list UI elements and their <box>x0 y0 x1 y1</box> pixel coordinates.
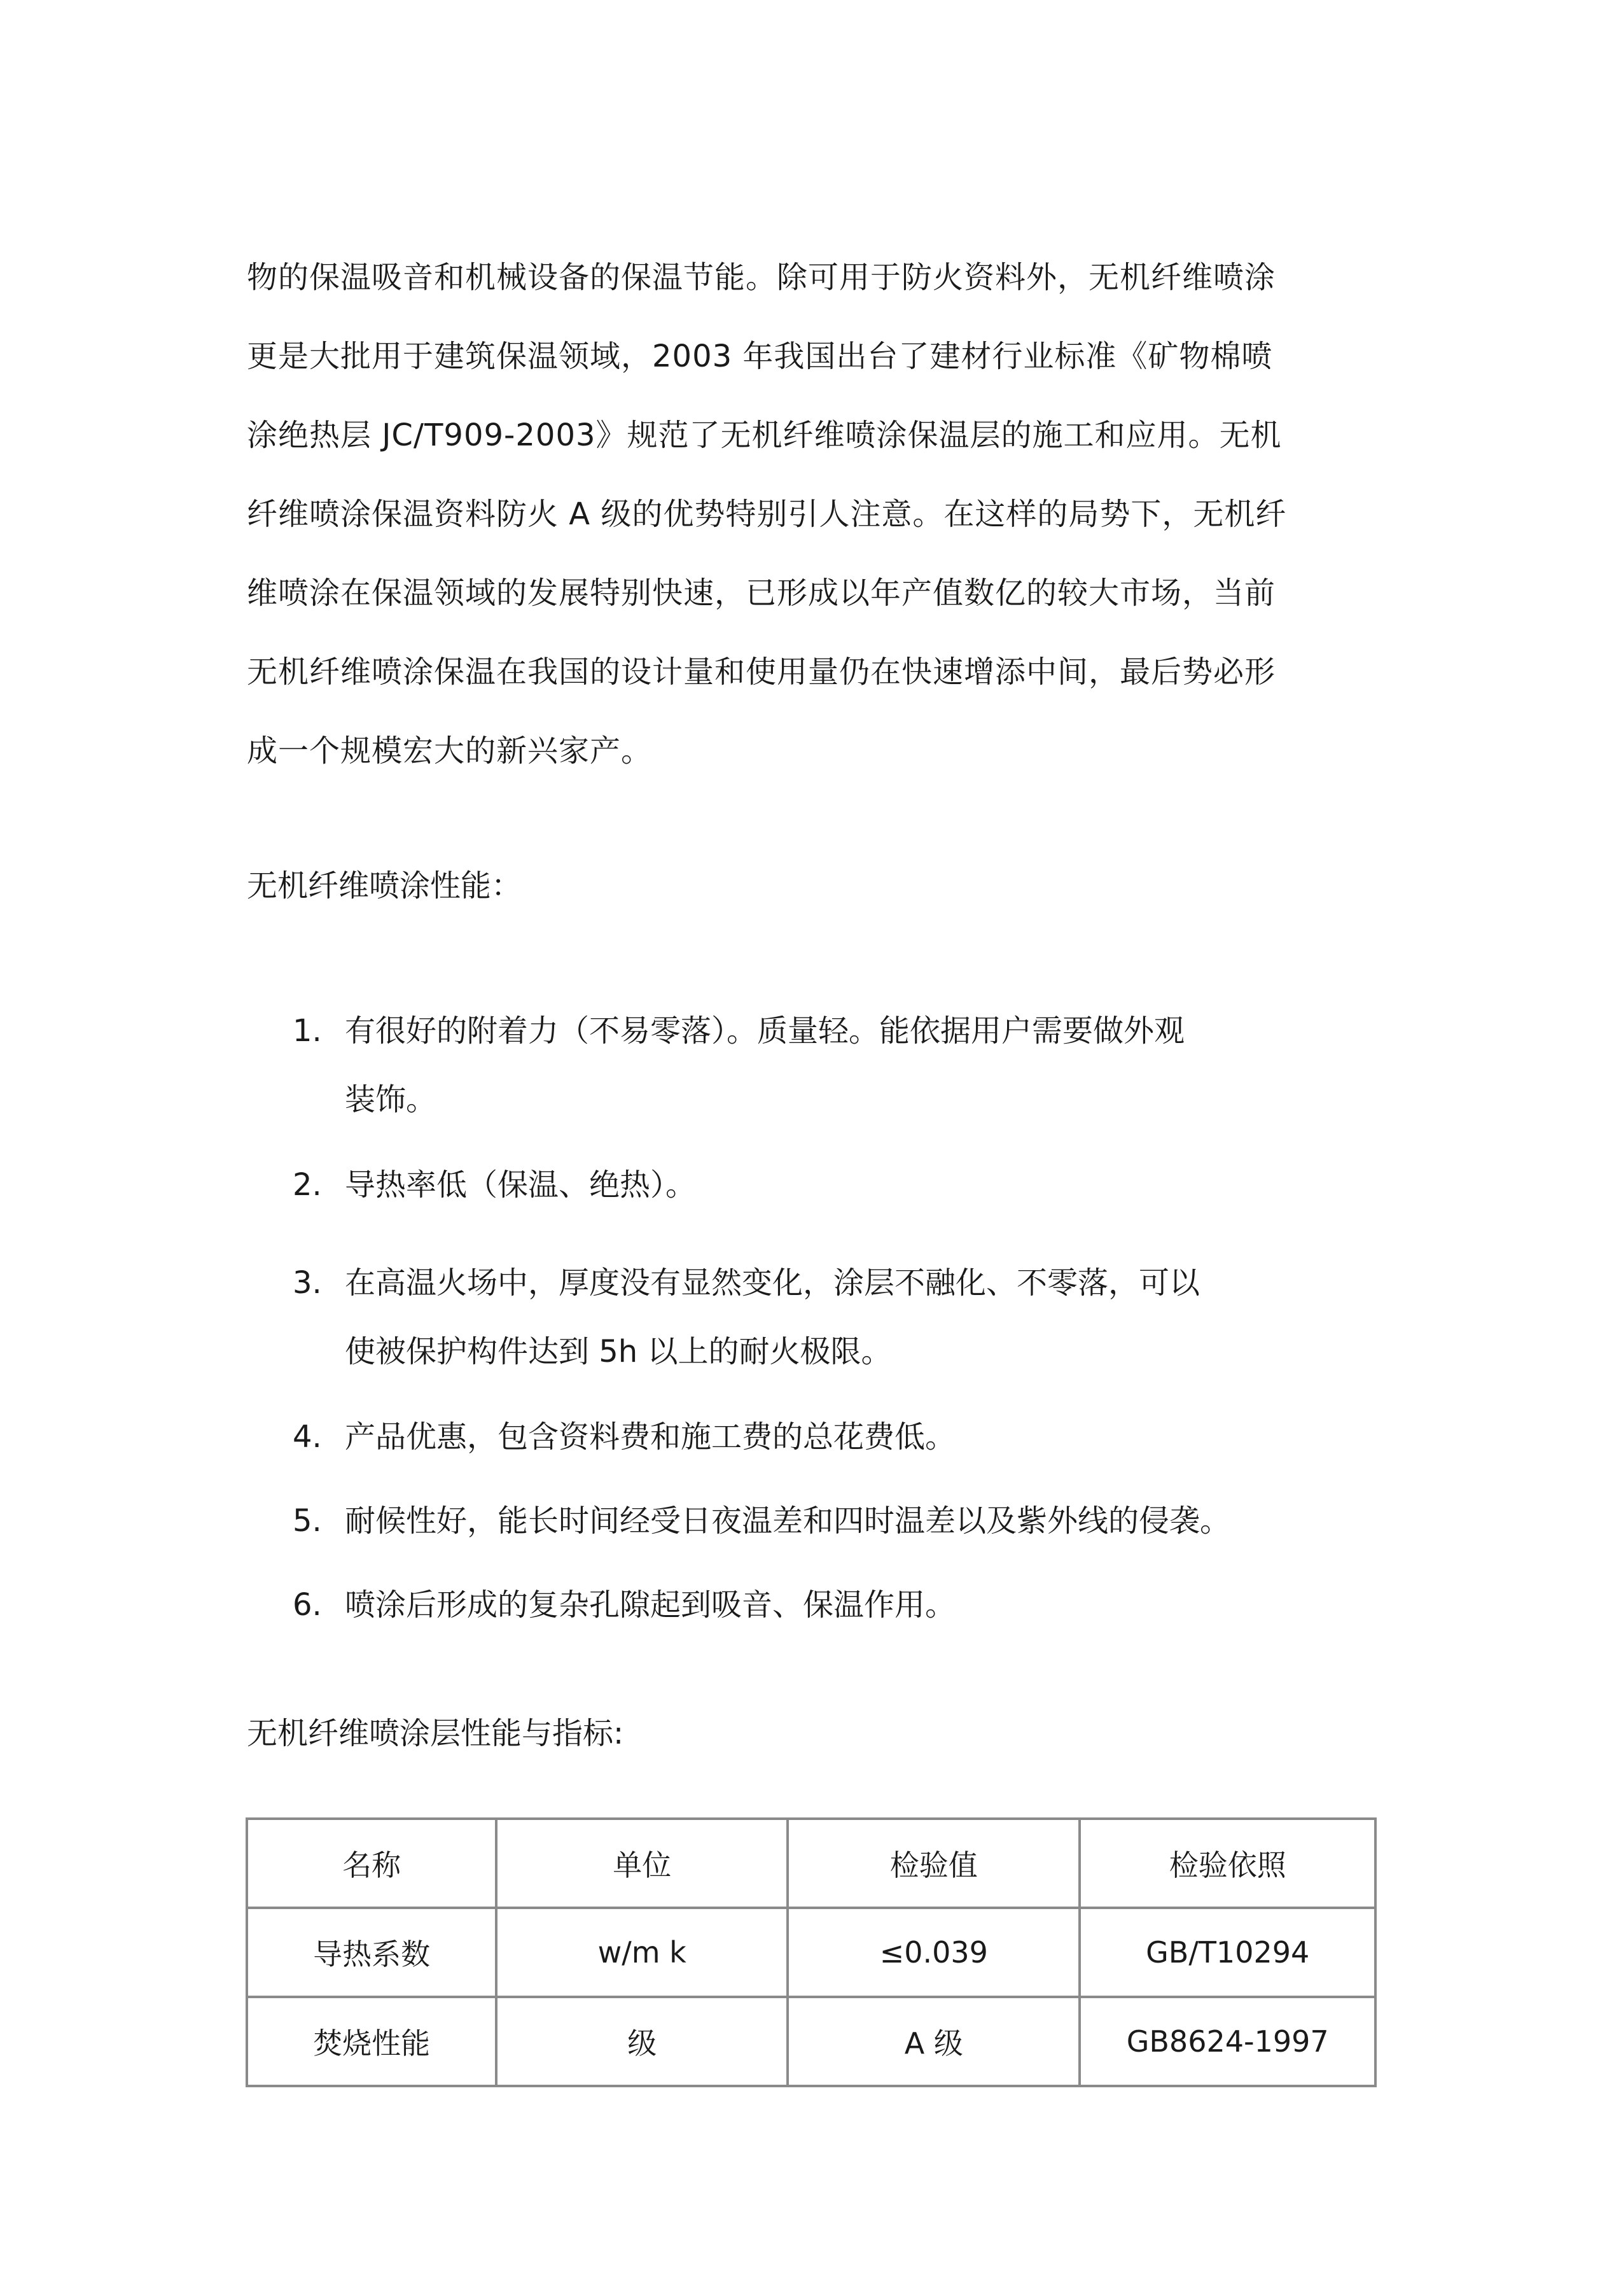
intro-paragraph <box>247 238 1392 790</box>
list-number: 6. <box>293 1587 322 1623</box>
list-number: 2. <box>293 1167 322 1203</box>
list-item-text: 产品优惠，包含资料费和施工费的总花费低。 <box>345 1419 956 1455</box>
list-item-text: 喷涂后形成的复杂孔隙起到吸音、保温作用。 <box>345 1587 956 1623</box>
table-header-cell: 名称 <box>247 1819 496 1908</box>
intro-line: 纤维喷涂保温资料防火 A 级的优势特别引人注意。在这样的局势下，无机纤 <box>247 496 1287 532</box>
list-number: 4. <box>293 1419 322 1455</box>
table-cell: GB/T10294 <box>1080 1908 1375 1997</box>
table-row <box>247 1908 1375 1997</box>
list-number: 1. <box>293 1013 322 1049</box>
table-row <box>247 1997 1375 2086</box>
table-cell: 级 <box>496 1997 788 2086</box>
list-item-text: 在高温火场中，厚度没有显然变化，涂层不融化、不零落，可以 使被保护构件达到 5h 以上的耐火极限。 <box>345 1265 1200 1369</box>
spec-table <box>246 1817 1377 2087</box>
intro-line: 更是大批用于建筑保温领域，2003 年我国出台了建材行业标准《矿物棉喷 <box>247 339 1273 374</box>
performance-heading: 无机纤维喷涂性能： <box>247 868 522 904</box>
table-header-cell: 检验依照 <box>1080 1819 1375 1908</box>
table-cell: A 级 <box>788 1997 1080 2086</box>
table-cell: ≤0.039 <box>788 1908 1080 1997</box>
intro-line: 成一个规模宏大的新兴家产。 <box>247 733 653 769</box>
intro-line: 涂绝热层 JC/T909-2003》规范了无机纤维喷涂保温层的施工和应用。无机 <box>247 417 1282 453</box>
table-heading: 无机纤维喷涂层性能与指标: <box>247 1716 624 1751</box>
table-cell: GB8624-1997 <box>1080 1997 1375 2086</box>
table-cell: w/m k <box>496 1908 788 1997</box>
table-header-cell: 检验值 <box>788 1819 1080 1908</box>
table-header-row <box>247 1819 1375 1908</box>
list-item-text: 导热率低（保温、绝热）。 <box>345 1167 697 1203</box>
table-cell: 导热系数 <box>247 1908 496 1997</box>
list-number: 3. <box>293 1265 322 1301</box>
list-item-text: 耐候性好，能长时间经受日夜温差和四时温差以及紫外线的侵袭。 <box>345 1503 1231 1539</box>
table-cell: 焚烧性能 <box>247 1997 496 2086</box>
table-header-cell: 单位 <box>496 1819 788 1908</box>
list-number: 5. <box>293 1503 322 1539</box>
intro-line: 物的保温吸音和机械设备的保温节能。除可用于防火资料外，无机纤维喷涂 <box>247 260 1276 295</box>
intro-line: 无机纤维喷涂保温在我国的设计量和使用量仍在快速增添中间，最后势必形 <box>247 654 1276 690</box>
list-item-text: 有很好的附着力（不易零落）。质量轻。能依据用户需要做外观 装饰。 <box>345 1013 1185 1117</box>
intro-line: 维喷涂在保温领域的发展特别快速，已形成以年产值数亿的较大市场，当前 <box>247 575 1276 611</box>
